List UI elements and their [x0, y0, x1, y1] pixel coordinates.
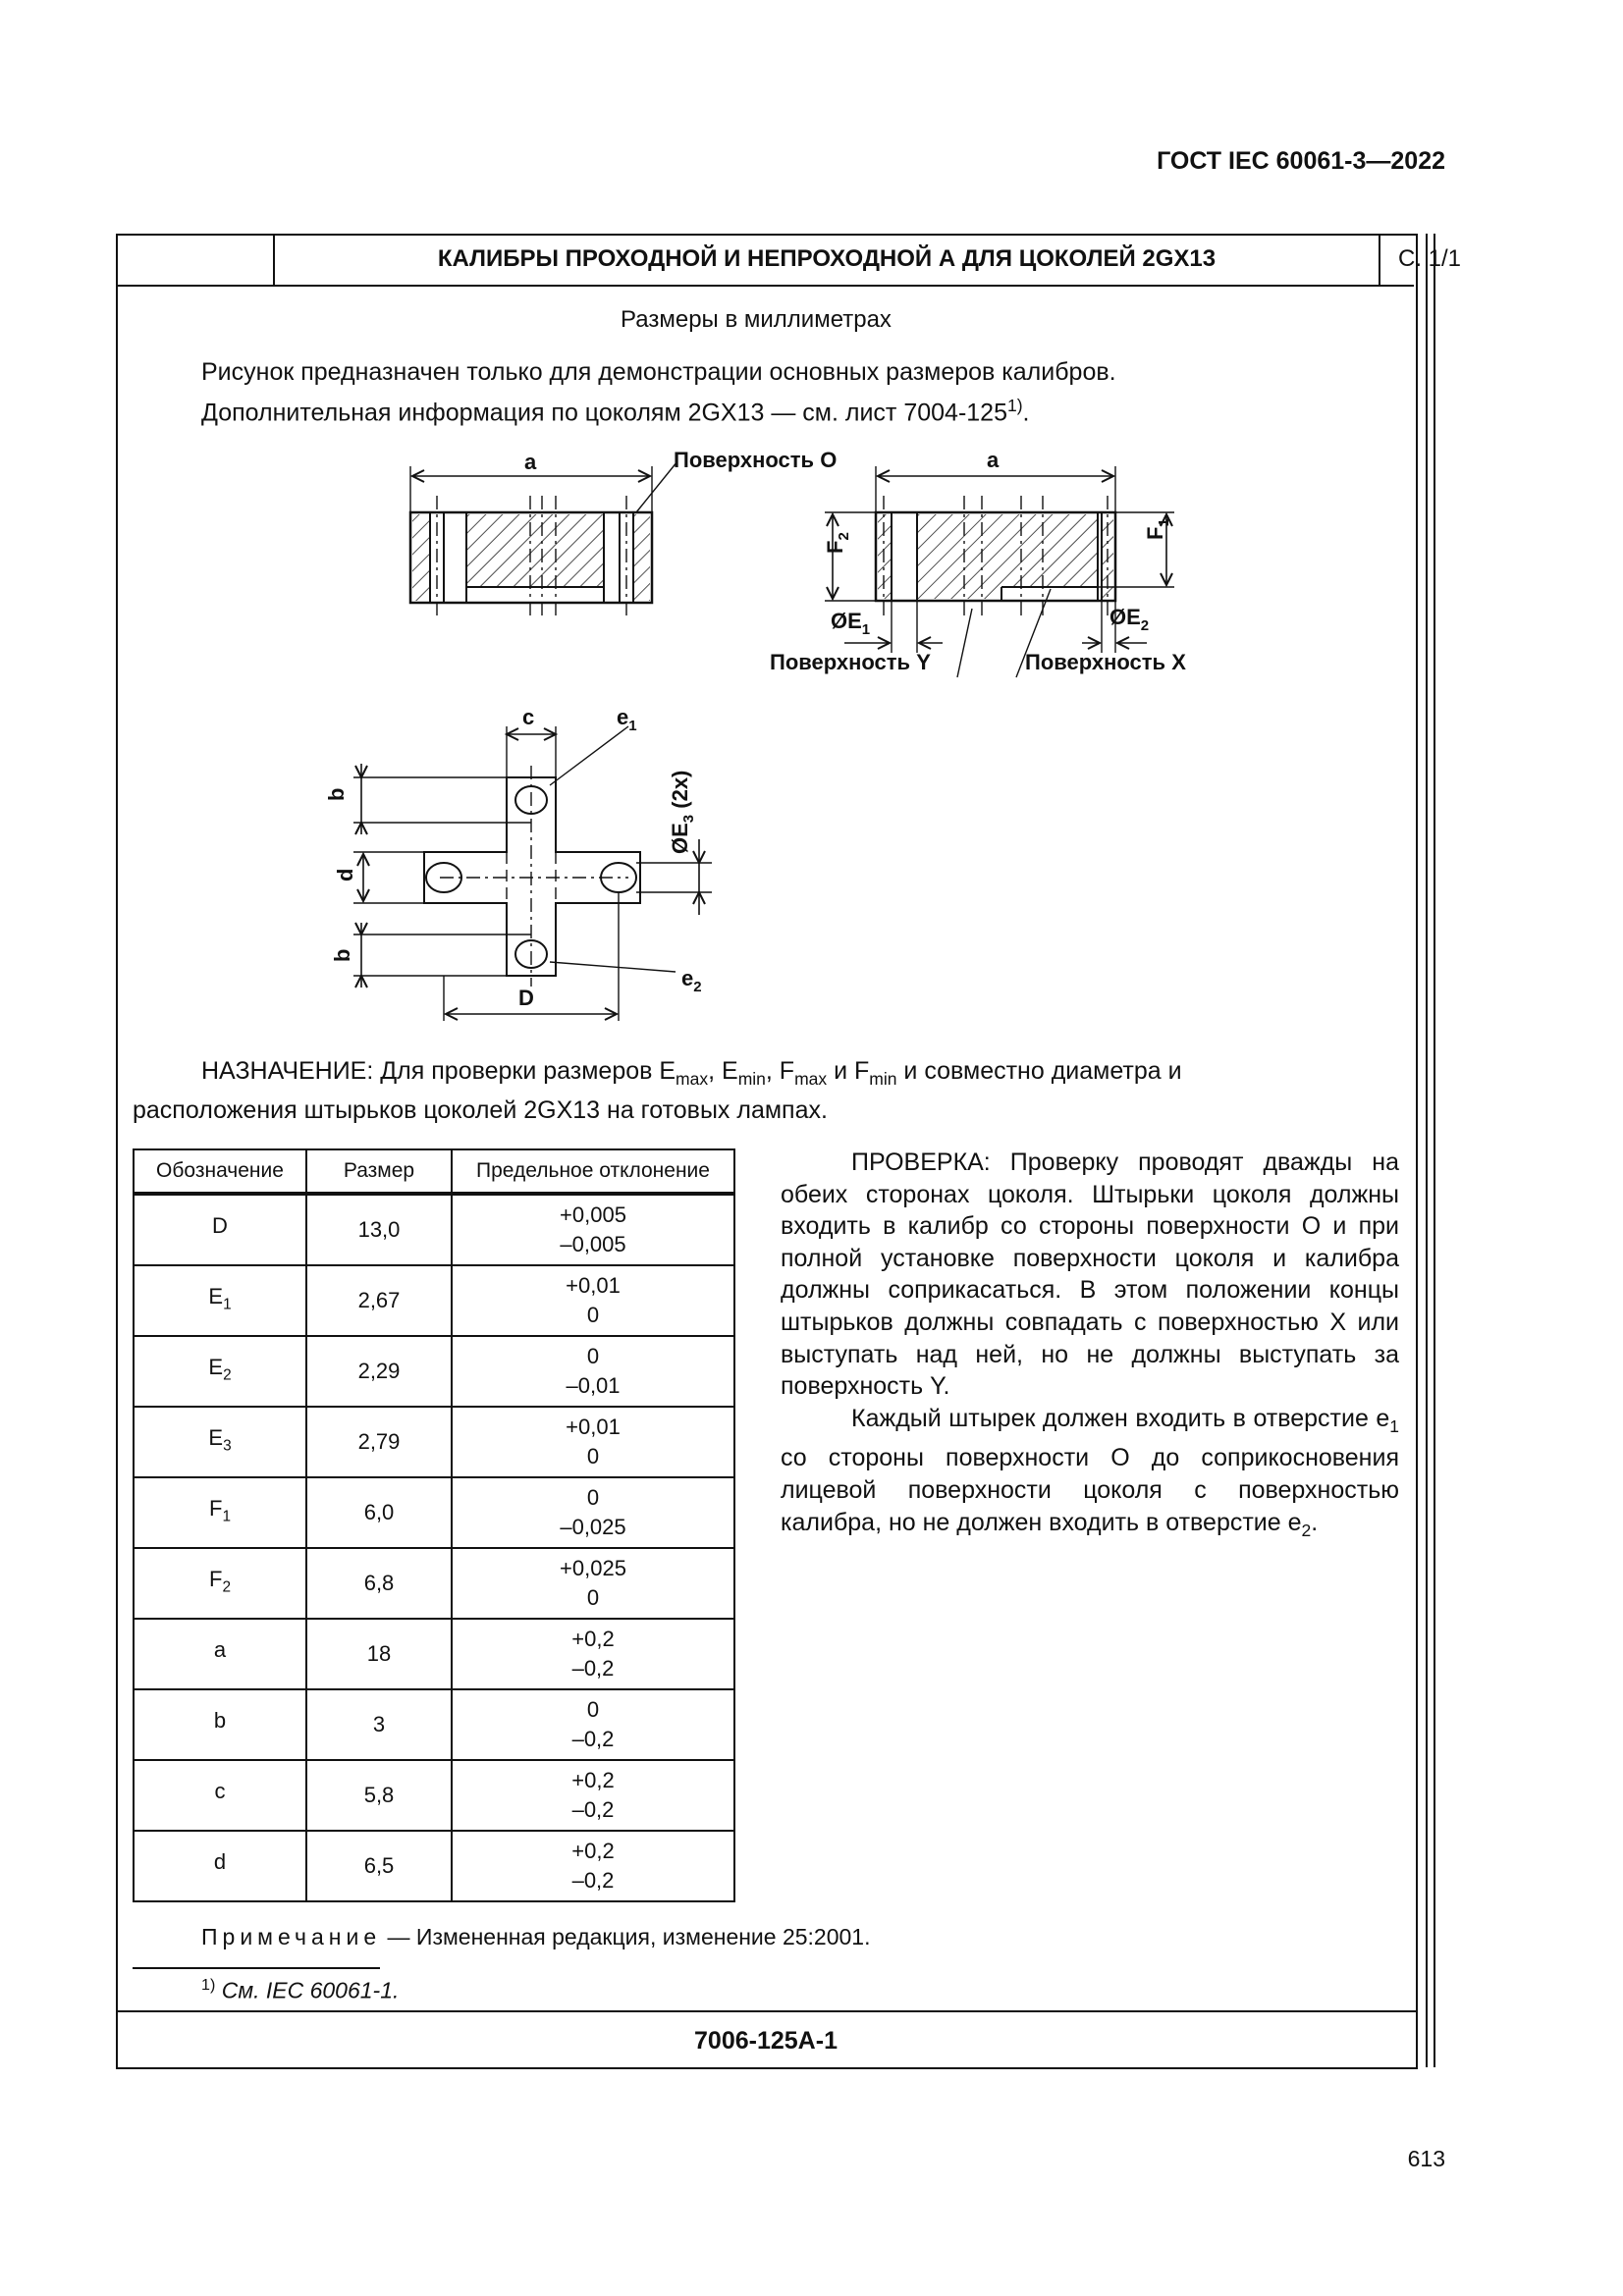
purpose-line-2: расположения штырьков цоколей 2GX13 на готовых лампах. [133, 1096, 828, 1125]
cell-designation: b [134, 1689, 306, 1760]
cell-designation: $E_2$ [134, 1336, 306, 1407]
cell-tolerance: +0,01 0 [452, 1265, 734, 1336]
intro-line-1: Рисунок предназначен только для демонстрации основных размеров калибров. [201, 358, 1116, 386]
cell-tolerance: 0 –0,025 [452, 1477, 734, 1548]
cell-tolerance: +0,025 0 [452, 1548, 734, 1619]
cell-size: 6,8 [306, 1548, 452, 1619]
table-row [134, 1548, 734, 1619]
cell-designation: $F_1$ [134, 1477, 306, 1548]
cell-tolerance: +0,2 –0,2 [452, 1619, 734, 1689]
dim-d-label: d [333, 868, 357, 881]
dim-c-label: c [522, 705, 535, 729]
sheet-title: КАЛИБРЫ ПРОХОДНОЙ И НЕПРОХОДНОЙ А ДЛЯ ЦОКОЛЕЙ 2GX13 [273, 234, 1380, 285]
table-row [134, 1407, 734, 1477]
hole-e1-label: $e_1$ [617, 705, 637, 734]
header-designation: Обозначение [134, 1149, 306, 1194]
table-row [134, 1619, 734, 1689]
table-header-row [134, 1149, 734, 1194]
cell-designation: c [134, 1760, 306, 1831]
surface-o-label: Поверхность О [674, 448, 838, 472]
cell-tolerance: +0,2 –0,2 [452, 1760, 734, 1831]
cell-designation: $F_2$ [134, 1548, 306, 1619]
cell-tolerance: +0,2 –0,2 [452, 1831, 734, 1901]
cell-size: 2,29 [306, 1336, 452, 1407]
dim-e1-label: $ØE_1$ [831, 609, 871, 638]
cell-tolerance: +0,005 –0,005 [452, 1194, 734, 1265]
check-paragraph-2: Каждый штырек должен входить в отверстие $e_1$ со стороны поверхности О до соприкосновения лицевой поверхности цоколя с поверхностью калибра, но не должен входить в отверстие $e_2$. [781, 1404, 1399, 1540]
cell-size: 6,5 [306, 1831, 452, 1901]
section-view-right [825, 466, 1174, 677]
note [201, 1924, 871, 1950]
cell-size: 3 [306, 1689, 452, 1760]
sheet-number: С. 1/1 [1397, 245, 1462, 272]
note-text: — Измененная редакция, изменение 25:2001. [381, 1924, 871, 1949]
purpose-text [133, 1055, 1399, 1126]
dim-e3-label: $ØE_3$ (2x) [668, 770, 697, 854]
plan-view-cross [353, 726, 712, 1021]
check-paragraph-1: ПРОВЕРКА: Проверку проводят дважды на обеих сторонах цоколя. Штырьки цоколя должны входить в калибр со стороны поверхности О и при полной установке поверхности цоколя и калибра должны соприкасаться. В этом положении концы штырьков должны совпадать с поверхностью X или выступать над ней, но не должны выступать за поверхность Y. [781, 1148, 1399, 1401]
dim-f2-label: $F_2$ [823, 532, 852, 554]
header-size: Размер [306, 1149, 452, 1194]
cell-tolerance: +0,01 0 [452, 1407, 734, 1477]
page-number: 613 [1407, 2146, 1445, 2171]
sheet-id: 7006-125A-1 [694, 2027, 838, 2055]
cell-size: 2,79 [306, 1407, 452, 1477]
intro-line-2: Дополнительная информация по цоколям 2GX13 — см. лист 7004-125$^{1)}$. [201, 396, 1030, 427]
dim-a-right: a [987, 448, 1000, 472]
cell-designation: $E_1$ [134, 1265, 306, 1336]
gauge-drawing [0, 0, 1623, 1041]
table-row [134, 1194, 734, 1265]
table-row [134, 1760, 734, 1831]
sheet-footer-rule [116, 2010, 1416, 2012]
cell-size: 2,67 [306, 1265, 452, 1336]
dim-D-label: D [518, 986, 534, 1010]
surface-x-label: Поверхность X [1025, 650, 1186, 674]
header-tolerance: Предельное отклонение [452, 1149, 734, 1194]
hole-e2-label: $e_2$ [681, 966, 702, 995]
dim-b-top-label: b [324, 787, 349, 801]
cell-designation: a [134, 1619, 306, 1689]
table-row [134, 1831, 734, 1901]
table-row [134, 1477, 734, 1548]
dimensions-table [133, 1148, 735, 1902]
cell-size: 18 [306, 1619, 452, 1689]
cell-size: 6,0 [306, 1477, 452, 1548]
table-row [134, 1689, 734, 1760]
check-text [781, 1147, 1399, 1546]
surface-y-label: Поверхность Y [770, 650, 931, 674]
dim-b-bottom-label: b [330, 948, 354, 962]
footnote-separator [133, 1967, 380, 1969]
dim-a-left: a [524, 450, 537, 474]
table-row [134, 1265, 734, 1336]
standard-reference: ГОСТ IEC 60061-3—2022 [1157, 147, 1445, 175]
note-label: Примечание [201, 1924, 382, 1949]
cell-designation: d [134, 1831, 306, 1901]
cell-designation: D [134, 1194, 306, 1265]
cell-tolerance: 0 –0,2 [452, 1689, 734, 1760]
purpose-line-1: НАЗНАЧЕНИЕ: Для проверки размеров $E_{max}$, $E_{min}$, $F_{max}$ и $F_{min}$ и совместно диаметра и [201, 1057, 1182, 1090]
cell-size: 13,0 [306, 1194, 452, 1265]
table-row [134, 1336, 734, 1407]
cell-size: 5,8 [306, 1760, 452, 1831]
cell-tolerance: 0 –0,01 [452, 1336, 734, 1407]
dim-f1-label: $F_1$ [1143, 518, 1172, 540]
units-note: Размеры в миллиметрах [621, 306, 892, 333]
cell-designation: $E_3$ [134, 1407, 306, 1477]
section-view-left [410, 461, 677, 620]
dim-e2-label: $ØE_2$ [1109, 605, 1150, 634]
footnote: $^{1)}$ См. IEC 60061-1. [201, 1976, 400, 2003]
